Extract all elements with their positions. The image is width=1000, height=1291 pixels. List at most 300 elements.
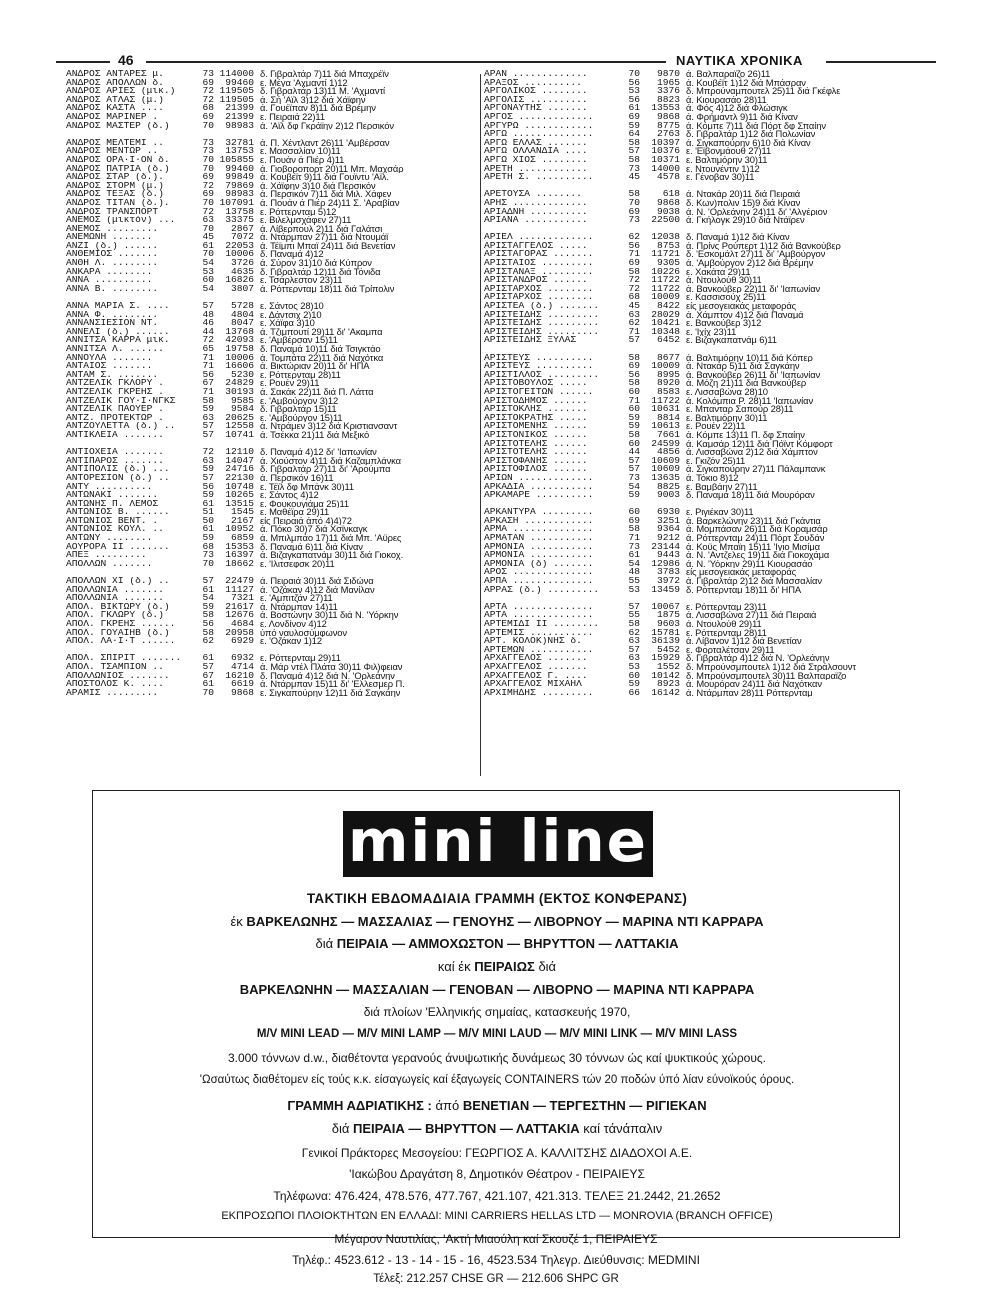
build-year: 59 <box>628 491 640 500</box>
build-year: 60 <box>628 671 640 681</box>
position-remark: ά. Περσικόν 7)11 διά Μιλ. Χάφεν <box>260 190 392 199</box>
build-year: 69 <box>628 362 640 371</box>
ship-entry <box>484 577 914 586</box>
build-year: 73 <box>628 542 640 552</box>
ship-name: ΑΝΝΑ ΜΑΡΙΑ Σ. .... <box>66 302 170 311</box>
tonnage: 8825 <box>656 482 680 492</box>
build-year: 63 <box>202 456 214 466</box>
ship-entry <box>66 663 478 672</box>
build-year: 69 <box>628 207 640 217</box>
ship-entry <box>66 680 478 689</box>
ship-entry <box>484 379 914 388</box>
build-year: 61 <box>202 499 214 509</box>
ship-entry <box>66 637 478 646</box>
tonnage: 1552 <box>656 662 680 672</box>
tonnage: 9868 <box>656 112 680 122</box>
position-remark: ε. Γένοβαν 30)11 <box>686 173 755 182</box>
ship-entry <box>484 560 914 569</box>
ship-entry <box>484 96 914 105</box>
ship-name: ΑΝΝΕΛΙ (δ.) ...... <box>66 327 170 337</box>
position-remark: ά. Πουάν ά Πιέρ 24)11 Σ. 'Αραβίαν <box>260 198 400 208</box>
ship-entry <box>66 362 478 371</box>
ship-entry <box>484 551 914 560</box>
build-year: 63 <box>628 310 640 320</box>
build-year: 59 <box>628 680 640 689</box>
build-year: 57 <box>202 473 214 483</box>
tonnage: 4578 <box>656 173 680 182</box>
ship-name: ΑΝΤΑΙΟΣ ....... <box>66 362 153 371</box>
tonnage: 10348 <box>651 327 680 337</box>
position-remark: ά. Λισσαβώνα 27)11 διά Πειραιά <box>686 611 817 620</box>
tonnage: 1875 <box>656 611 680 620</box>
ship-entry <box>484 139 914 148</box>
position-remark: ά. Ν. 'Ορλεάνην 24)11 δι' 'Αλγέριον <box>686 207 828 217</box>
tonnage: 8583 <box>656 387 680 397</box>
ship-entry <box>484 293 914 302</box>
tonnage: 10421 <box>651 319 680 328</box>
ad-origin-ports: έκ ΒΑΡΚΕΛΩΝΗΣ — ΜΑΣΣΑΛΙΑΣ — ΓΕΝΟΥΗΣ — ΛΙΒΟΡΝΟΥ — ΜΑΡΙΝΑ ΝΤΙ ΚΑΡΡΑΡΑ <box>230 914 764 929</box>
ship-entry <box>484 689 914 698</box>
position-remark: ά. Ν. 'Υόρκην 29)11 Κιουρασάο <box>686 559 813 569</box>
build-year: 55 <box>628 577 640 586</box>
build-year: 59 <box>628 422 640 431</box>
build-year: 72 <box>628 276 640 285</box>
ship-entry <box>484 611 914 620</box>
ship-entry <box>484 87 914 96</box>
tonnage: 11722 <box>651 396 680 406</box>
ship-name: ΑΡΤΕΜΩΝ ........... <box>484 645 594 655</box>
ship-name: ΑΝΔΡΟΣ ΑΤΛΑΣ (μ.) <box>66 95 164 105</box>
ship-entry <box>66 525 478 534</box>
tonnage: 2763 <box>656 130 680 139</box>
position-remark: ά. Λισσαβώνα 2)12 διά Χάμπτον <box>686 448 818 457</box>
ship-entry <box>484 165 914 174</box>
ship-name: ΑΝΤΙΠΟΛΙΣ (δ.) ... <box>66 465 170 474</box>
tonnage: 9870 <box>656 70 680 79</box>
tonnage: 9305 <box>656 259 680 268</box>
ship-name: ΑΡΚΑΝΤΥΡΑ ......... <box>484 508 594 517</box>
ship-entry <box>66 259 478 268</box>
build-year: 60 <box>628 508 640 517</box>
ad-representative-telex: Τέλεξ: 212.257 CHSE GR — 212.606 SHPC GR <box>373 1273 619 1285</box>
position-remark: ά. Βανκούβερ 26)11 δι' 'Ιαπωνίαν <box>686 370 821 380</box>
build-year: 45 <box>202 233 214 242</box>
ship-name: ΑΡΜΑΤΑΝ ........... <box>484 534 594 543</box>
position-remark: ε. Φουκουγιάμα 25)11 <box>260 499 350 509</box>
ad-representative-phones: Τηλέφ.: 4523.612 - 13 - 14 - 15 - 16, 4523.534 Τηλεγρ. Διεύθυνσις: MEDMINI <box>292 1253 700 1267</box>
build-year: 56 <box>628 95 640 105</box>
build-year: 67 <box>202 379 214 388</box>
position-remark: είς Πειραιά άπό 4)4)72 <box>260 516 352 526</box>
ship-name: ΑΡΙΣΤΕΙΔΗΣ ΞΥΛΑΣ <box>484 336 577 345</box>
ship-name: ΑΝΕΜΟΣ ......... <box>66 224 159 234</box>
ship-entry <box>484 680 914 689</box>
ship-name: ΑΝΘΗ Λ. ........ <box>66 259 159 268</box>
mini-line-advertisement <box>92 790 900 1238</box>
ship-entry <box>484 362 914 371</box>
ship-entry <box>66 672 478 681</box>
position-remark: δ. Παναμά 4)12 δι' 'Ιαπωνίαν <box>260 448 377 457</box>
ship-entry <box>66 620 478 629</box>
position-remark: ε. Ρουέν 22)11 <box>686 422 746 431</box>
position-remark: ε. 'Αμβέρσαν 15)11 <box>260 336 338 345</box>
ship-entry <box>484 388 914 397</box>
ad-owners-representatives: ΕΚΠΡΟΣΩΠΟΙ ΠΛΟΙΟΚΤΗΤΩΝ ΕΝ ΕΛΛΑΔΙ: MINI CARRIERS HELLAS LTD — MONROVIA (BRANCH OFFICE) <box>221 1210 773 1222</box>
ship-name: ΑΠΟΛ. ΓΚΛΩΡΥ (δ.) <box>66 611 164 620</box>
ad-capacity-note: 3.000 τόννων d.w., διαθέτοντα γερανούς άνυψωτικής δυνάμεως 30 τόννων ώς καί ψυκτικούς χώρους. <box>227 1051 767 1065</box>
build-year: 44 <box>202 327 214 337</box>
position-remark: ε. Λισσαβώνα 28)10 <box>686 387 768 397</box>
ship-entry <box>484 422 914 431</box>
tonnage: 1965 <box>656 78 680 88</box>
build-year: 69 <box>202 173 214 182</box>
ship-entry <box>66 371 478 380</box>
ship-entry <box>484 276 914 285</box>
ship-entry <box>66 139 478 148</box>
build-year: 62 <box>628 233 640 242</box>
tonnage: 13459 <box>651 585 680 595</box>
build-year: 59 <box>202 491 214 500</box>
ship-entry <box>484 448 914 457</box>
ship-entry <box>484 603 914 612</box>
ship-entry <box>66 388 478 397</box>
ship-name: ΑΠΟΣΤΟΛΟΣ Κ. .... <box>66 680 164 689</box>
svg-text:mini line: mini line <box>347 811 649 875</box>
ship-entry <box>66 328 478 337</box>
ship-name: ΑΡΙΕΛ ............. <box>484 233 594 242</box>
tonnage: 98983 <box>225 121 254 131</box>
ship-entry <box>484 285 914 294</box>
ship-name: ΑΠΟΛ. ΓΟΥΑΙΗΒ (δ.) <box>66 628 170 638</box>
ship-entry <box>484 525 914 534</box>
ship-entry <box>66 689 478 698</box>
ship-entry <box>66 603 478 612</box>
tonnage: 10371 <box>651 155 680 165</box>
group-spacer <box>484 345 914 354</box>
position-remark: ε. Τσάρλεστον 23)11 <box>260 276 343 285</box>
ship-entry <box>66 156 478 165</box>
build-year: 58 <box>202 628 214 638</box>
position-remark: ε. Βαμβάην 27)11 <box>686 482 758 492</box>
build-year: 57 <box>628 602 640 612</box>
ship-name: ΑΝΤΩΝΑΚΙ ....... <box>66 491 159 500</box>
ship-entry <box>484 233 914 242</box>
tonnage: 119505 <box>219 87 254 96</box>
ship-name: ΑΡΧΑΓΓΕΛΟΣ ....... <box>484 662 588 672</box>
tonnage: 33375 <box>225 216 254 225</box>
tonnage: 9443 <box>656 551 680 560</box>
ship-name: ΑΡΙΣΤΕΙΔΗΣ ......... <box>484 327 600 337</box>
tonnage: 42093 <box>225 336 254 345</box>
position-remark: ά. Κοϋς Μπαϊη 15)11 'Ιγιο Μισίμα <box>686 542 820 552</box>
build-year: 56 <box>628 78 640 88</box>
tonnage: 10613 <box>651 422 680 431</box>
position-remark: ά. Ντάρμπαν 15)11 δι' 'Ελλεσμερ Π. <box>260 680 405 689</box>
ship-name: ΑΠΟΛ. ΣΠΙΡΙΤ ....... <box>66 654 182 663</box>
ship-entry <box>66 654 478 663</box>
position-remark: ά. Κουβέϊτ 9)11 διά Γουϊντυ 'Αϊλ. <box>260 173 389 182</box>
ship-entry <box>484 208 914 217</box>
tonnage: 3807 <box>230 284 254 294</box>
build-year: 54 <box>202 594 214 603</box>
ship-name: ΑΡΙΣΤΑΓΓΕΛΟΣ ..... <box>484 241 588 251</box>
tonnage: 9584 <box>230 405 254 414</box>
ship-name: ΑΝΔΡΟΣ ΑΡΙΕΣ (μικ.) <box>66 87 176 96</box>
position-remark: ά. 'Αϊλ δφ Γκράϊην 2)12 Περσικόν <box>260 121 394 131</box>
header-rule-middle <box>146 61 666 63</box>
tonnage: 2867 <box>230 224 254 234</box>
ship-name: ΑΡΙΣΤΕΙΔΗΣ ......... <box>484 310 600 320</box>
build-year: 60 <box>202 276 214 285</box>
build-year: 63 <box>202 413 214 423</box>
tonnage: 10009 <box>651 362 680 371</box>
build-year: 70 <box>202 250 214 260</box>
group-spacer <box>66 646 478 655</box>
tonnage: 8775 <box>656 121 680 131</box>
build-year: 57 <box>628 456 640 466</box>
ship-entry <box>484 242 914 251</box>
tonnage: 8047 <box>230 319 254 328</box>
header-rule-left <box>56 61 110 63</box>
ship-name: ΑΝΔΡΟΣ ΣΤΟΡΜ (μ.) <box>66 181 164 191</box>
ship-name: ΑΡΙΑΝΑ ........... <box>484 216 588 225</box>
build-year: 65 <box>202 345 214 354</box>
journal-title: ΝΑΥΤΙΚΑ ΧΡΟΝΙΚΑ <box>676 53 803 68</box>
build-year: 54 <box>628 559 640 569</box>
ship-name: ΑΡΜΟΝΙΑ (δ) ....... <box>484 559 594 569</box>
position-remark: ά. Ρόττερνταμ 18)11 διά Τρίπολιν <box>260 284 395 294</box>
ship-name: ΑΝΤΖΕΛΙΚ ΓΚΛΟΡΥ . <box>66 379 164 388</box>
ship-name: ΑΡΙΣΤΑΝΑΞ ......... <box>484 267 594 277</box>
ship-name: ΑΝΕΜΟΣ (μικτόν) ... <box>66 216 176 225</box>
ship-name: ΑΝΝΑ Φ. ........ <box>66 310 159 320</box>
ship-name: ΑΡΙΣΤΟΤΕΛΗΣ ...... <box>484 439 588 449</box>
ship-name: ΑΡΓΩ ΟΛΛΑΝΔΙΑ .... <box>484 147 588 156</box>
tonnage: 107091 <box>219 198 254 208</box>
position-remark: ά. Ντακάρ 20)11 διά Πειραιά <box>686 190 801 199</box>
tonnage: 9603 <box>656 620 680 629</box>
ship-entry <box>66 405 478 414</box>
tonnage: 21399 <box>225 112 254 122</box>
ad-vessel-names: M/V MINI LEAD — M/V MINI LAMP — M/V MINI LAUD — M/V MINI LINK — M/V MINI LASS <box>256 1028 738 1040</box>
ship-entry <box>484 663 914 672</box>
build-year: 58 <box>202 611 214 620</box>
build-year: 69 <box>628 516 640 526</box>
tonnage: 20958 <box>225 628 254 638</box>
tonnage: 10376 <box>651 147 680 156</box>
build-year: 59 <box>202 602 214 612</box>
ship-name: ΑΡΓΩ ΧΙΟΣ ........ <box>484 155 588 165</box>
ship-name: ΑΝΖΙ (δ.) ...... <box>66 241 159 251</box>
ship-entry <box>484 568 914 577</box>
position-remark: ε. 'Ιλιτσεφσκ 20)11 <box>260 559 335 569</box>
build-year: 70 <box>202 559 214 569</box>
tonnage: 9364 <box>656 525 680 535</box>
position-remark: ά. Π. Χέντλαντ 26)11 'Αμβέρσαν <box>260 138 390 148</box>
ship-entry <box>66 79 478 88</box>
position-remark: δ. Παναμά 4)12 <box>260 250 324 260</box>
position-remark: δ. Παναμά 4)12 διά Ν. 'Ορλεάνην <box>260 671 395 681</box>
ship-name: ΑΠΟΛΛΩΝΙΑ ....... <box>66 585 164 595</box>
position-remark: δ. Παναμά 1)12 διά Κίναν <box>686 233 790 242</box>
build-year: 70 <box>202 121 214 131</box>
tonnage: 7661 <box>656 430 680 440</box>
position-remark: ε. Βιζαγκαπατνάμ 6)11 <box>686 336 777 345</box>
ship-name: ΑΡΓΟΣ ............. <box>484 112 594 122</box>
build-year: 58 <box>628 190 640 199</box>
ship-entry <box>484 483 914 492</box>
ship-name: ΑΝΝΑ .......... <box>66 276 153 285</box>
tonnage: 6452 <box>656 336 680 345</box>
tonnage: 10265 <box>225 491 254 500</box>
ship-entry <box>484 302 914 311</box>
ship-name: ΑΝΤΙΚΛΕΙΑ ....... <box>66 430 164 440</box>
tonnage: 22130 <box>225 473 254 483</box>
build-year: 73 <box>202 70 214 79</box>
build-year: 55 <box>628 611 640 620</box>
position-remark: ά. Χάϊφην 3)10 διά Περσικόν <box>260 181 376 191</box>
ship-entry <box>66 577 478 586</box>
ship-name: ΑΡΙΣΤΑΝΔΡΟΣ ...... <box>484 276 588 285</box>
build-year: 64 <box>628 130 640 139</box>
position-remark: ά. Βανκούβερ 22)11 δι' 'Ιαπωνίαν <box>686 284 821 294</box>
build-year: 63 <box>202 216 214 225</box>
ship-entry <box>484 113 914 122</box>
tonnage: 5728 <box>230 302 254 311</box>
ship-name: ΑΝΔΡΟΣ ΚΑΣΤΑ .... <box>66 104 164 113</box>
position-remark: ά. Γιοβοροπορτ 20)11 Μπ. Μαχσάρ <box>260 164 404 174</box>
ship-name: ΑΡΙΣΤΟΓΕΙΤΩΝ ...... <box>484 387 594 397</box>
tonnage: 24599 <box>651 439 680 449</box>
build-year: 70 <box>202 164 214 174</box>
ship-entry <box>484 173 914 182</box>
ship-name: ΑΡΕΤΟΥΣΑ ........ <box>484 190 582 199</box>
build-year: 61 <box>202 585 214 595</box>
ship-name: ΑΡΚΑΣΗ ............ <box>484 516 594 526</box>
ship-name: ΑΡΗΣ ............. <box>484 198 588 208</box>
tonnage: 8823 <box>656 95 680 105</box>
tonnage: 14000 <box>651 164 680 174</box>
build-year: 72 <box>202 95 214 105</box>
position-remark: ε. Βαλτιμόρην 30)11 <box>686 413 768 423</box>
tonnage: 114000 <box>219 70 254 79</box>
build-year: 61 <box>628 551 640 560</box>
ship-name: ΑΠΟΛ. ΤΣΑΜΠΙΟΝ .. <box>66 662 164 672</box>
ship-entry <box>66 465 478 474</box>
ship-entry <box>66 414 478 423</box>
build-year: 45 <box>628 173 640 182</box>
tonnage: 21617 <box>225 602 254 612</box>
ship-name: ΑΝΤΥ .......... <box>66 482 153 492</box>
position-remark: ε. Τέϊλ δφ Μπάνκ 30)11 <box>260 482 354 492</box>
position-remark: ε. Ρουέν 29)11 <box>260 379 320 388</box>
position-remark: ά. Σή 'Αϊλ 3)12 διά Χάϊφην <box>260 95 366 105</box>
group-spacer <box>66 293 478 302</box>
build-year: 69 <box>628 112 640 122</box>
ship-entry <box>484 517 914 526</box>
ship-entry <box>484 397 914 406</box>
position-remark: ε. Φορταλέτσαν 29)11 <box>686 645 775 655</box>
build-year: 58 <box>628 379 640 388</box>
tonnage: 9868 <box>230 688 254 698</box>
ship-name: ΑΝΤΩΝΥ ........ <box>66 534 153 543</box>
build-year: 69 <box>202 78 214 88</box>
ship-entry <box>66 96 478 105</box>
tonnage: 9038 <box>656 207 680 217</box>
tonnage: 99460 <box>225 78 254 88</box>
ship-entry <box>484 440 914 449</box>
ship-entry <box>66 551 478 560</box>
ship-name: ΑΡΙΣΤΟΦΙΛΟΣ ...... <box>484 465 588 474</box>
ship-name: ΑΡΙΣΤΙΛΛΟΣ ......... <box>484 370 600 380</box>
tonnage: 15929 <box>651 654 680 663</box>
position-remark: ά. Φρήμαντλ 9)11 διά Κίναν <box>686 112 798 122</box>
ship-entry <box>66 268 478 277</box>
tonnage: 3251 <box>656 516 680 526</box>
ship-entry <box>484 405 914 414</box>
ship-name: ΑΡΜΟΝΙΑ ........... <box>484 551 594 560</box>
ship-name: ΑΝΔΡΟΣ ΤΡΑΝΣΠΟΡΤ <box>66 207 159 217</box>
ship-name: ΑΝΤΟΡΕΣΙΟΝ (δ.) .. <box>66 473 170 483</box>
ship-entry <box>484 672 914 681</box>
position-remark: ύπό ναυλοσύμφωνον <box>260 628 348 638</box>
build-year: 58 <box>628 430 640 440</box>
build-year: 57 <box>628 645 640 655</box>
position-remark: ε. Ρόττερνταμ 28)11 <box>260 370 341 380</box>
ship-name: ΑΝΤΙΠΑΡΟΣ ....... <box>66 456 164 466</box>
ship-name: ΑΝΤΩΝΙΟΣ ΚΟΥΛ. .. <box>66 525 164 535</box>
ship-name: ΑΟΥΡΟΡΑ ΙΙ ....... <box>66 542 170 552</box>
ad-containers-note: 'Ωσαύτως διαθέτομεν είς τούς κ.κ. είσαγωγείς καί έξαγωγείς CONTAINERS τών 20 ποδών ύπό λίαν εύνοϊκούς όρους. <box>199 1074 795 1086</box>
ship-name: ΑΠΟΛ. ΓΚΡΕΗΣ ...... <box>66 620 176 629</box>
build-year: 67 <box>202 671 214 681</box>
position-remark: ά. Ντουλούθ 29)11 <box>686 620 762 629</box>
position-remark: ά. Βικτώριαν 20)11 δι' ΗΠΑ <box>260 362 370 371</box>
tonnage: 30193 <box>225 387 254 397</box>
ad-adriatic-line: ΓΡΑΜΜΗ ΑΔΡΙΑΤΙΚΗΣ : άπό ΒΕΝΕΤΙΑΝ — ΤΕΡΓΕΣΤΗΝ — ΡΙΓΙΕΚΑΝ <box>287 1098 707 1113</box>
build-year: 72 <box>202 336 214 345</box>
tonnage: 10006 <box>225 250 254 260</box>
build-year: 57 <box>202 577 214 586</box>
position-remark: ε. Χακάτα 29)11 <box>686 267 751 277</box>
build-year: 46 <box>202 319 214 328</box>
ship-name: ΑΝΔΡΟΣ ΑΠΟΛΛΩΝ δ. <box>66 78 164 88</box>
ship-entry <box>484 431 914 440</box>
tonnage: 13753 <box>225 147 254 156</box>
position-remark: ε. Σιγκαπούρην 12)11 διά Σαγκάην <box>260 688 401 698</box>
ship-name: ΑΝΔΡΟΣ ΤΙΤΑΝ (δ.). <box>66 198 170 208</box>
build-year: 57 <box>628 147 640 156</box>
ship-name: ΑΡΜΑ .............. <box>484 525 594 535</box>
ship-name: ΑΡΧΙΜΗΔΗΣ ......... <box>484 688 594 698</box>
ship-entry <box>66 560 478 569</box>
position-remark: ά. Βαρκελώνην 23)11 διά Γκάντια <box>686 516 821 526</box>
ship-entry <box>66 225 478 234</box>
tonnage: 6619 <box>230 680 254 689</box>
tonnage: 20625 <box>225 413 254 423</box>
group-spacer <box>484 500 914 509</box>
ship-entry <box>66 122 478 131</box>
ship-entry <box>66 250 478 259</box>
build-year: 59 <box>202 534 214 543</box>
position-remark: δ. Γιβραλτάρ 12)11 διά Τόνιδα <box>260 267 381 277</box>
ship-entry <box>484 311 914 320</box>
build-year: 58 <box>628 525 640 535</box>
ship-name: ΑΝΚΑΡΑ ........ <box>66 267 153 277</box>
position-remark: ά. Βιζαγκαπατνάμ 30)11 διά Γιοκοχ. <box>260 551 404 560</box>
tonnage: 3783 <box>656 568 680 578</box>
position-remark: ε. Κασσισούχ 25)11 <box>686 293 766 303</box>
